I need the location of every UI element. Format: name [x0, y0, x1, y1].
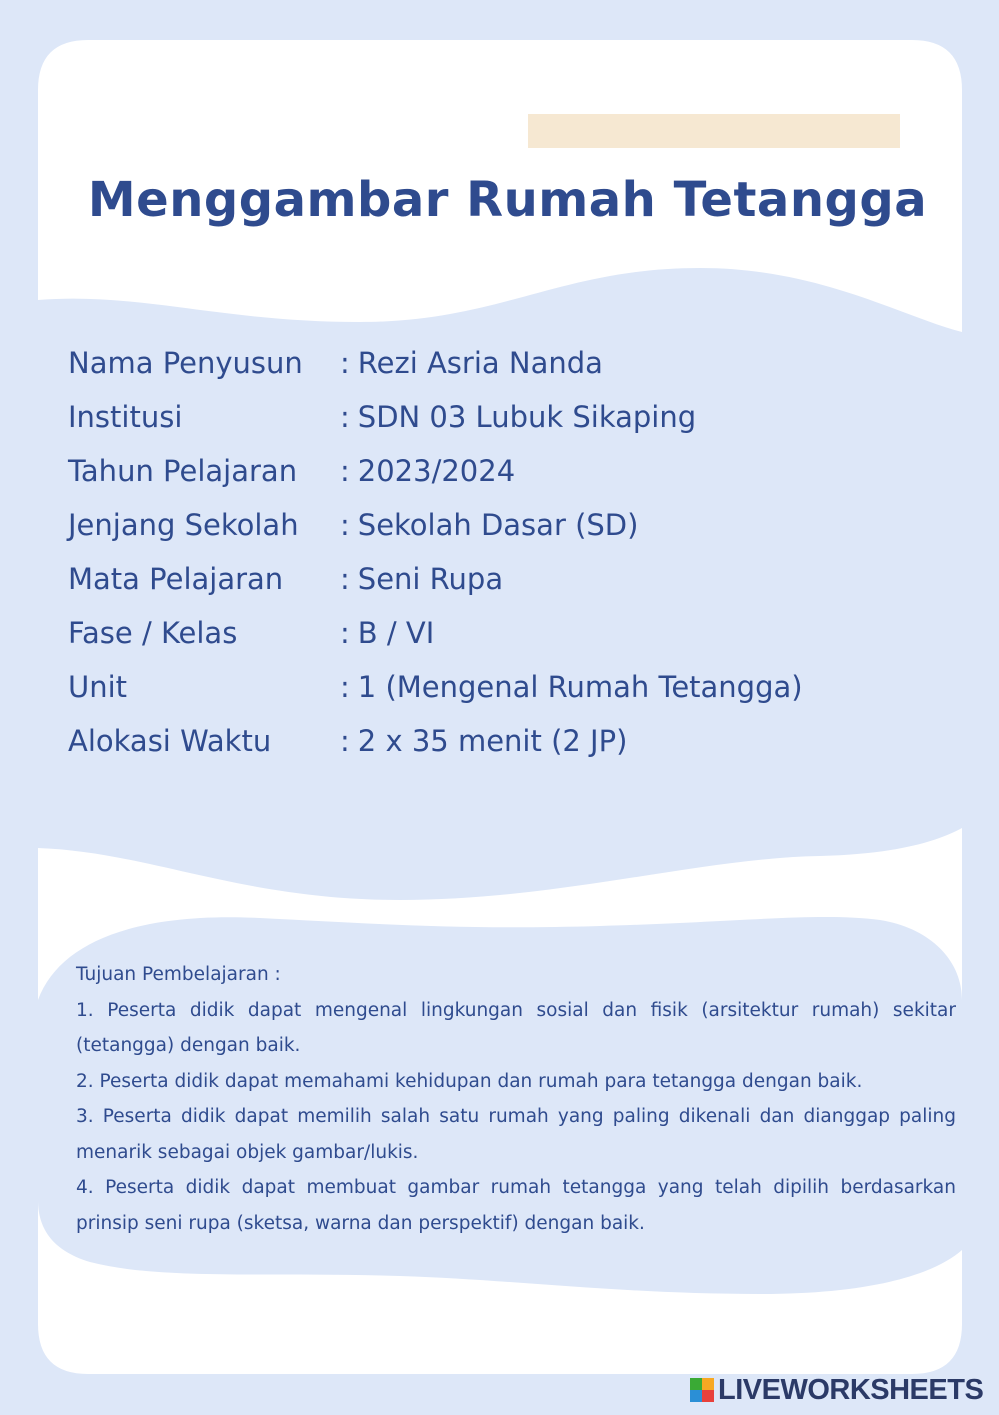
info-label: Fase / Kelas: [68, 616, 238, 650]
info-label: Tahun Pelajaran: [68, 454, 298, 488]
info-value: [340, 606, 868, 660]
info-value: [340, 336, 868, 390]
info-label: Institusi: [68, 400, 183, 434]
info-row: [68, 390, 868, 444]
info-value-text: B / VI: [357, 616, 435, 650]
logo-mark-icon: [690, 1378, 714, 1402]
objective-item: 1. Peserta didik dapat mengenal lingkungan sosial dan fisik (arsitektur rumah) sekitar (tetangga) dengan baik.: [76, 999, 956, 1056]
info-value-text: Rezi Asria Nanda: [357, 346, 603, 380]
info-label: Nama Penyusun: [68, 346, 303, 380]
info-label: Jenjang Sekolah: [68, 508, 299, 542]
info-value-text: 2023/2024: [357, 454, 516, 488]
info-value: [340, 714, 868, 768]
info-row: [68, 444, 868, 498]
info-row: [68, 714, 868, 768]
objective-item: 3. Peserta didik dapat memilih salah satu rumah yang paling dikenali dan dianggap paling menarik sebagai objek gambar/lukis.: [76, 1106, 956, 1163]
info-value: [340, 498, 868, 552]
info-separator: :: [340, 454, 350, 488]
info-label: Mata Pelajaran: [68, 562, 284, 596]
info-row: [68, 336, 868, 390]
info-value-text: 2 x 35 menit (2 JP): [357, 724, 628, 758]
info-value: [340, 444, 868, 498]
info-row: [68, 606, 868, 660]
info-value-text: 1 (Mengenal Rumah Tetangga): [357, 670, 803, 704]
info-separator: :: [340, 508, 350, 542]
info-value: [340, 660, 868, 714]
info-value: [340, 390, 868, 444]
info-table: [68, 336, 868, 768]
info-row: [68, 660, 868, 714]
objectives-section: [76, 957, 956, 1241]
info-separator: :: [340, 670, 350, 704]
objective-item: 4. Peserta didik dapat membuat gambar rumah tetangga yang telah dipilih berdasarkan prinsip seni rupa (sketsa, warna dan perspektif) dengan baik.: [76, 1177, 956, 1234]
accent-bar: [528, 114, 900, 148]
logo-text: LIVEWORKSHEETS: [718, 1373, 984, 1406]
info-separator: :: [340, 346, 350, 380]
liveworksheets-logo[interactable]: [690, 1374, 983, 1406]
info-separator: :: [340, 400, 350, 434]
info-separator: :: [340, 616, 350, 650]
info-row: [68, 498, 868, 552]
info-label: Alokasi Waktu: [68, 724, 272, 758]
info-value: [340, 552, 868, 606]
info-value-text: Seni Rupa: [357, 562, 504, 596]
info-row: [68, 552, 868, 606]
objective-item: 2. Peserta didik dapat memahami kehidupan dan rumah para tetangga dengan baik.: [76, 1070, 863, 1092]
info-separator: :: [340, 724, 350, 758]
info-separator: :: [340, 562, 350, 596]
info-label: Unit: [68, 670, 128, 704]
page-title: Menggambar Rumah Tetangga: [87, 172, 928, 228]
info-value-text: SDN 03 Lubuk Sikaping: [357, 400, 697, 434]
info-value-text: Sekolah Dasar (SD): [357, 508, 639, 542]
objectives-heading: Tujuan Pembelajaran :: [76, 964, 281, 985]
